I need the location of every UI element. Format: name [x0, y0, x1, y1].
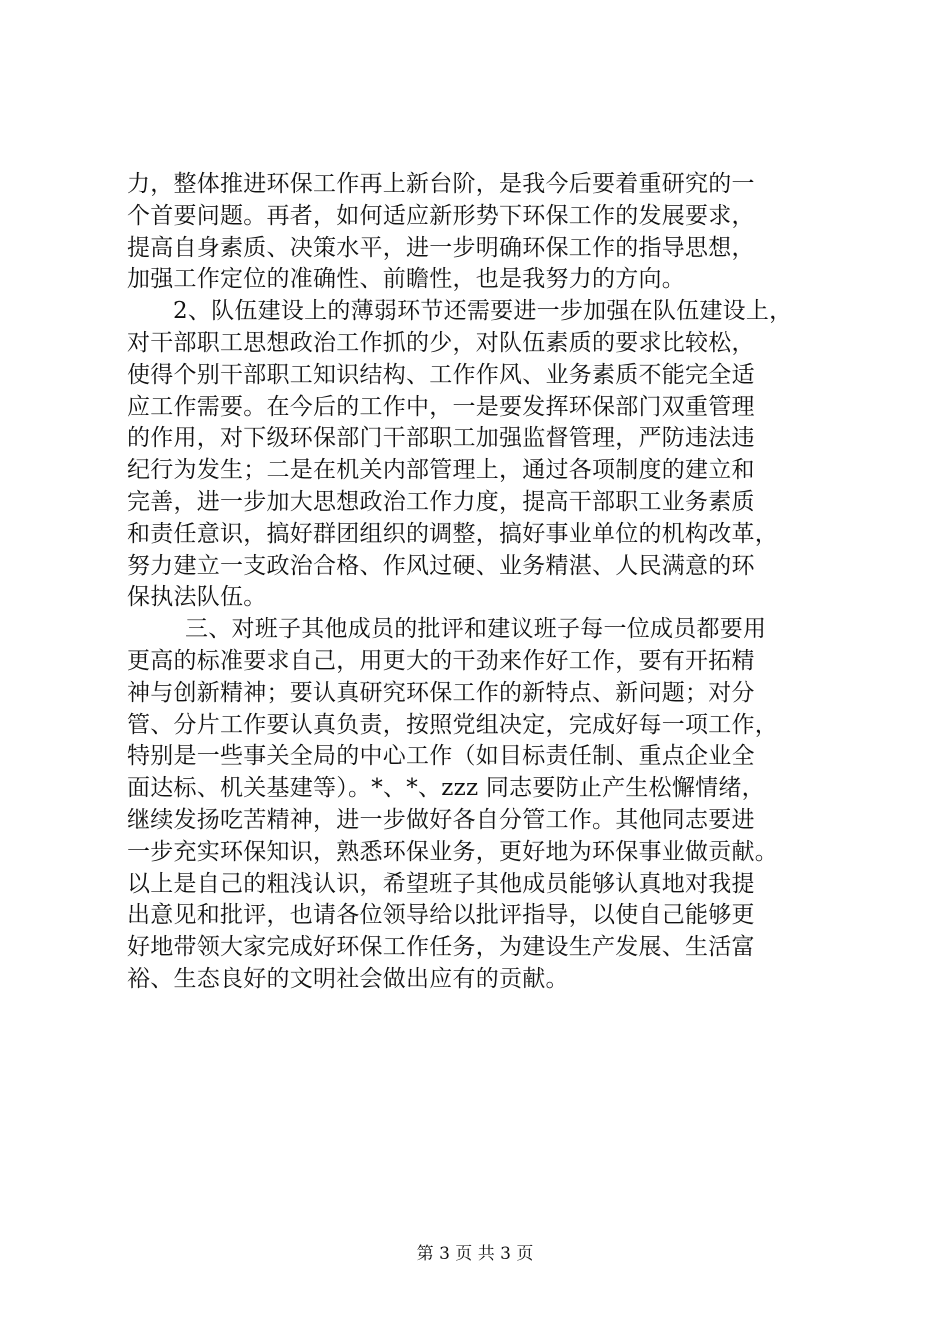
- text-line: 特别是一些事关全局的中心工作（如目标责任制、重点企业全: [127, 743, 755, 770]
- text-line: 力，整体推进环保工作再上新台阶，是我今后要着重研究的一: [127, 171, 755, 197]
- text-line: 加强工作定位的准确性、前瞻性，也是我努力的方向。: [127, 266, 685, 293]
- document-body: [127, 169, 827, 996]
- text-line: 出意见和批评，也请各位领导给以批评指导，以使自己能够更: [127, 902, 755, 929]
- text-line: 个首要问题。再者，如何适应新形势下环保工作的发展要求，: [127, 202, 755, 229]
- paragraph-start-line: 2、队伍建设上的薄弱环节还需要进一步加强在队伍建设上，: [173, 298, 793, 325]
- text-line: 更高的标准要求自己，用更大的干劲来作好工作，要有开拓精: [127, 647, 755, 674]
- text-line: 神与创新精神；要认真研究环保工作的新特点、新问题；对分: [127, 679, 755, 706]
- text-line: 纪行为发生；二是在机关内部管理上，通过各项制度的建立和: [127, 457, 755, 484]
- text-line: 一步充实环保知识，熟悉环保业务，更好地为环保事业做贡献。: [127, 838, 778, 865]
- text-line: 的作用，对下级环保部门干部职工加强监督管理，严防违法违: [127, 425, 755, 452]
- page-number-footer: 第 3 页 共 3 页: [416, 1244, 534, 1264]
- text-line: 对干部职工思想政治工作抓的少，对队伍素质的要求比较松，: [127, 329, 755, 356]
- text-line: 完善，进一步加大思想政治工作力度，提高干部职工业务素质: [127, 488, 755, 515]
- text-line: 保执法队伍。: [127, 584, 267, 611]
- text-line: 以上是自己的粗浅认识，希望班子其他成员能够认真地对我提: [127, 870, 755, 897]
- text-line: 和责任意识，搞好群团组织的调整，搞好事业单位的机构改革，: [127, 520, 778, 547]
- text-line: 提高自身素质、决策水平，进一步明确环保工作的指导思想，: [127, 234, 755, 261]
- text-line: 使得个别干部职工知识结构、工作作风、业务素质不能完全适: [127, 361, 755, 388]
- text-line: 继续发扬吃苦精神，进一步做好各自分管工作。其他同志要进: [127, 806, 755, 833]
- text-line: 努力建立一支政治合格、作风过硬、业务精湛、人民满意的环: [127, 552, 755, 579]
- text-line: 管、分片工作要认真负责，按照党组决定，完成好每一项工作，: [127, 711, 778, 738]
- text-line: 应工作需要。在今后的工作中，一是要发挥环保部门双重管理: [127, 393, 755, 420]
- paragraph-start-line: 三、对班子其他成员的批评和建议班子每一位成员都要用: [185, 616, 767, 643]
- text-line: 面达标、机关基建等）。*、*、zzz 同志要防止产生松懈情绪，: [127, 775, 765, 802]
- text-line: 好地带领大家完成好环保工作任务，为建设生产发展、生活富: [127, 934, 755, 961]
- text-line: 裕、生态良好的文明社会做出应有的贡献。: [127, 965, 569, 992]
